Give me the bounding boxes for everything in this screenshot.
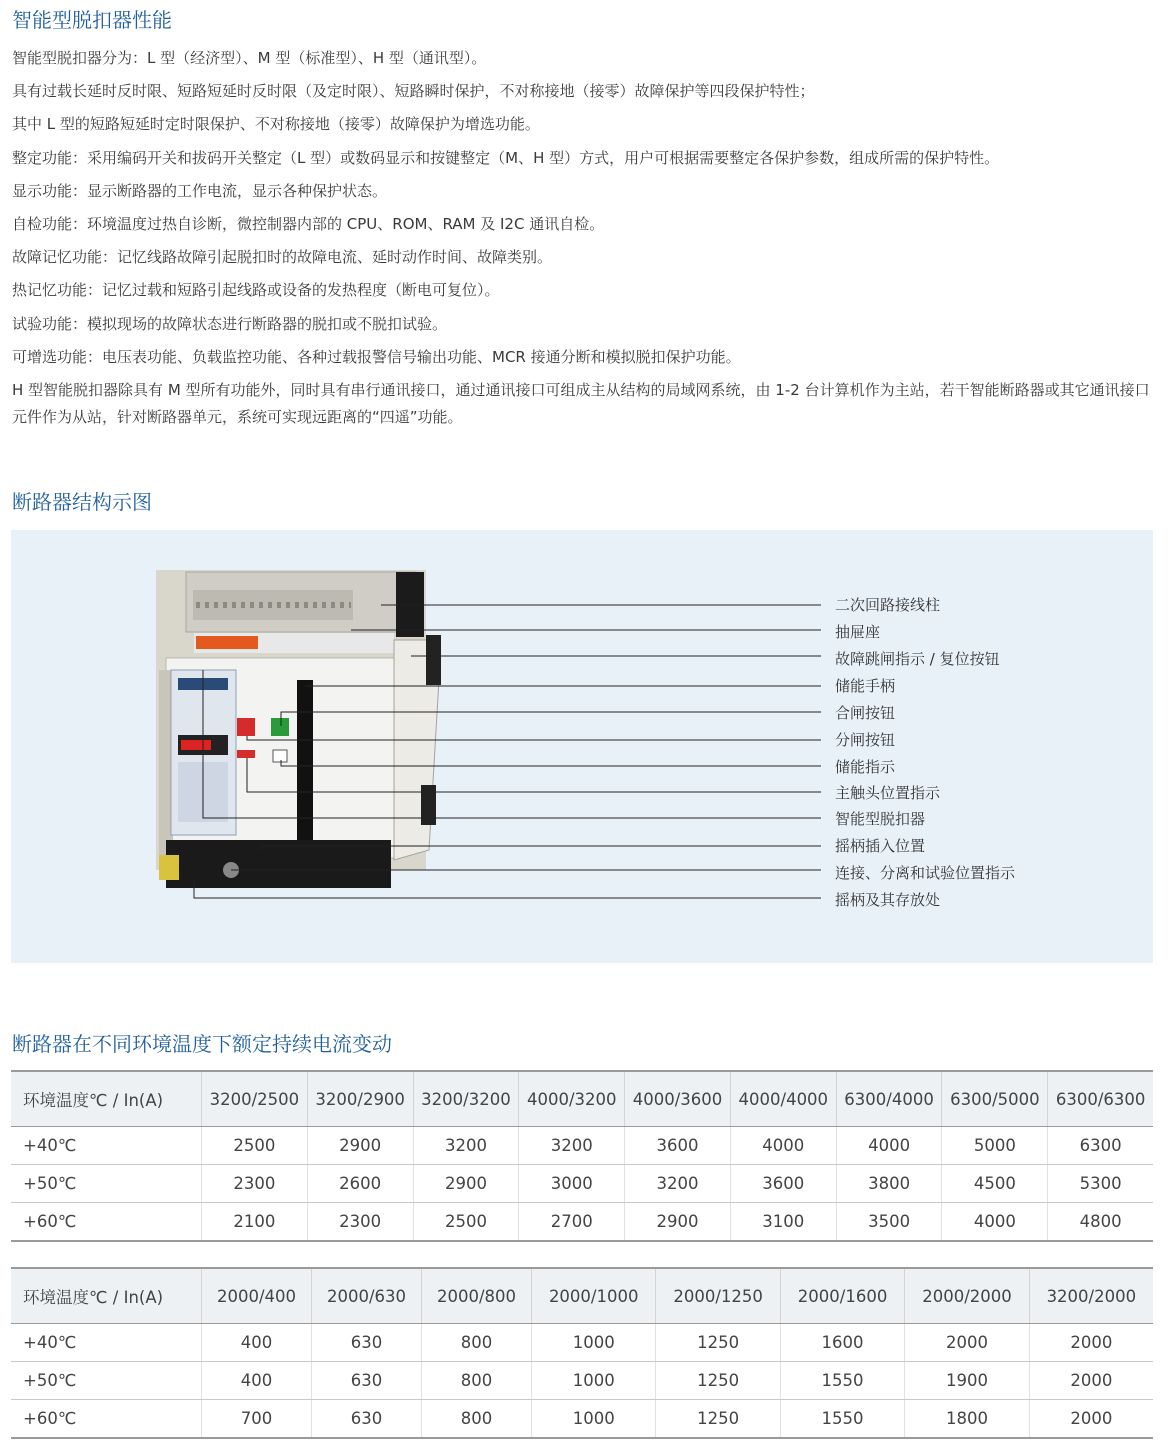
table-row (11, 1127, 1153, 1165)
table-cell: 3000 (519, 1165, 625, 1203)
table-cell: 2000 (1029, 1362, 1153, 1400)
paragraph-line: 整定功能：采用编码开关和拔码开关整定（L 型）或数码显示和按键整定（M、H 型）方式，用户可根据需要整定各保护参数，组成所需的保护特性。 (12, 148, 1000, 167)
table-cell: 2300 (202, 1165, 308, 1203)
table-cell: 1550 (780, 1400, 904, 1439)
table-cell: 2900 (625, 1203, 731, 1242)
table-cell: 1800 (905, 1400, 1029, 1439)
warning-label (196, 636, 258, 649)
table-header-cell: 6300/4000 (836, 1071, 942, 1127)
table-header-cell: 3200/2500 (202, 1071, 308, 1127)
table-header-cell: 2000/2000 (905, 1268, 1029, 1324)
table-cell: 1600 (780, 1324, 904, 1362)
paragraph-line: 显示功能：显示断路器的工作电流，显示各种保护状态。 (12, 181, 388, 200)
paragraph-line: 自检功能：环境温度过热自诊断，微控制器内部的 CPU、ROM、RAM 及 I2C 通讯自检。 (12, 215, 605, 234)
table-header-cell: 6300/6300 (1048, 1071, 1153, 1127)
terminal-screws (193, 590, 353, 620)
paragraph-line: 智能型脱扣器分为：L 型（经济型）、M 型（标准型）、H 型（通讯型）。 (12, 49, 487, 67)
table-cell: 6300 (1048, 1127, 1153, 1165)
table-cell: 630 (312, 1400, 422, 1439)
table-cell: 3100 (730, 1203, 836, 1242)
table-header-cell: 3200/2000 (1029, 1268, 1153, 1324)
table-cell: 400 (202, 1362, 312, 1400)
table-cell: 1250 (656, 1324, 780, 1362)
contact-indicator (237, 750, 255, 758)
side-bracket-bottom (421, 785, 436, 825)
table-header-row (11, 1071, 1153, 1127)
table-cell: 1900 (905, 1362, 1029, 1400)
table-cell: +60℃ (11, 1400, 202, 1439)
table-cell: 1550 (780, 1362, 904, 1400)
table-cell: 4000 (730, 1127, 836, 1165)
section-title-trip-unit: 智能型脱扣器性能 (12, 8, 172, 32)
table-cell: 3200 (625, 1165, 731, 1203)
diagram-label: 主触头位置指示 (835, 784, 941, 802)
table-cell: 2000 (1029, 1324, 1153, 1362)
table-header-cell: 4000/3600 (625, 1071, 731, 1127)
table-header-cell: 3200/3200 (413, 1071, 519, 1127)
paragraph-line: 试验功能：模拟现场的故障状态进行断路器的脱扣或不脱扣试验。 (12, 314, 448, 333)
table-cell: +40℃ (11, 1127, 202, 1165)
table-cell: 3200 (519, 1127, 625, 1165)
table-cell: +50℃ (11, 1165, 202, 1203)
table-cell: 3800 (836, 1165, 942, 1203)
diagram-label: 故障跳闸指示 / 复位按钮 (835, 650, 1000, 668)
derating-table-small (11, 1267, 1153, 1439)
diagram-label: 抽屉座 (835, 623, 881, 641)
table-cell: 2700 (519, 1203, 625, 1242)
table-row (11, 1362, 1153, 1400)
diagram-label: 摇柄及其存放处 (835, 891, 941, 909)
open-button-green (271, 718, 289, 736)
table-row (11, 1203, 1153, 1242)
breaker-base (166, 840, 391, 888)
close-button-red (237, 718, 255, 736)
paragraph-line: 热记忆功能：记忆过载和短路引起线路或设备的发热程度（断电可复位）。 (12, 281, 500, 300)
table-header-cell: 2000/400 (202, 1268, 312, 1324)
table-cell: +60℃ (11, 1203, 202, 1242)
table-cell: 630 (312, 1324, 422, 1362)
table-cell: +50℃ (11, 1362, 202, 1400)
energy-indicator (273, 750, 287, 762)
table-cell: 1000 (532, 1400, 656, 1439)
table-header-row (11, 1268, 1153, 1324)
table-cell: 4000 (942, 1203, 1048, 1242)
table-cell: 800 (422, 1362, 532, 1400)
paragraph-line: 故障记忆功能：记忆线路故障引起脱扣时的故障电流、延时动作时间、故障类别。 (12, 248, 553, 267)
table-row (11, 1165, 1153, 1203)
table-cell: 5300 (1048, 1165, 1153, 1203)
table-header-cell: 2000/1000 (532, 1268, 656, 1324)
table-cell: 2300 (307, 1203, 413, 1242)
table-cell: 4000 (836, 1127, 942, 1165)
diagram-label: 合闸按钮 (835, 704, 896, 722)
table-cell: 2000 (1029, 1400, 1153, 1439)
table-cell: 3200 (413, 1127, 519, 1165)
side-bracket-top (426, 635, 441, 685)
breaker-illustration (11, 530, 1153, 963)
table-header-cell: 环境温度℃ / In(A) (11, 1071, 202, 1127)
display-digits (181, 740, 211, 750)
table-cell: 1250 (656, 1400, 780, 1439)
table-header-cell: 6300/5000 (942, 1071, 1048, 1127)
table-cell: 2100 (202, 1203, 308, 1242)
table-cell: +40℃ (11, 1324, 202, 1362)
handle-slot (297, 680, 313, 840)
table-row (11, 1400, 1153, 1439)
table-header-cell: 2000/1250 (656, 1268, 780, 1324)
table-cell: 2000 (905, 1324, 1029, 1362)
table-header-cell: 2000/800 (422, 1268, 532, 1324)
diagram-label: 储能指示 (835, 758, 896, 776)
table-cell: 3600 (730, 1165, 836, 1203)
table-row (11, 1324, 1153, 1362)
table-header-cell: 环境温度℃ / In(A) (11, 1268, 202, 1324)
table-cell: 2600 (307, 1165, 413, 1203)
table-cell: 700 (202, 1400, 312, 1439)
table-cell: 2500 (413, 1203, 519, 1242)
section-title-structure: 断路器结构示图 (12, 490, 152, 514)
table-cell: 2900 (413, 1165, 519, 1203)
table-cell: 2500 (202, 1127, 308, 1165)
section-title-current-derating: 断路器在不同环境温度下额定持续电流变动 (12, 1032, 392, 1056)
trip-unit-description (12, 42, 1160, 431)
table-cell: 630 (312, 1362, 422, 1400)
table-cell: 1000 (532, 1362, 656, 1400)
paragraph-line: 具有过载长延时反时限、短路短延时反时限（及定时限）、短路瞬时保护，不对称接地（接零）故障保护等四段保护特性； (12, 82, 815, 101)
table-header-cell: 2000/630 (312, 1268, 422, 1324)
table-header-cell: 3200/2900 (307, 1071, 413, 1127)
paragraph-line: H 型智能脱扣器除具有 M 型所有功能外，同时具有串行通讯接口，通过通讯接口可组成主从结构的局域网系统，由 1-2 台计算机作为主站，若干智能断路器或其它通讯接口元件作为从站，针对断路器单元，系统可实现远距离的“四遥”功能。 (12, 381, 1150, 427)
base-tag (159, 855, 179, 880)
diagram-label: 分闸按钮 (835, 731, 896, 749)
derating-table-large (11, 1070, 1153, 1242)
table-cell: 3600 (625, 1127, 731, 1165)
table-header-cell: 4000/3200 (519, 1071, 625, 1127)
diagram-label: 智能型脱扣器 (835, 810, 926, 828)
table-cell: 400 (202, 1324, 312, 1362)
table-header-cell: 4000/4000 (730, 1071, 836, 1127)
table-cell: 1000 (532, 1324, 656, 1362)
diagram-label: 二次回路接线柱 (835, 596, 941, 614)
table-cell: 5000 (942, 1127, 1048, 1165)
table-header-cell: 2000/1600 (780, 1268, 904, 1324)
table-cell: 2900 (307, 1127, 413, 1165)
table-cell: 4500 (942, 1165, 1048, 1203)
diagram-label: 储能手柄 (835, 677, 896, 695)
diagram-label: 摇柄插入位置 (835, 837, 926, 855)
table-cell: 1250 (656, 1362, 780, 1400)
paragraph-line: 可增选功能：电压表功能、负载监控功能、各种过载报警信号输出功能、MCR 接通分断和模拟脱扣保护功能。 (12, 347, 741, 366)
table-cell: 4800 (1048, 1203, 1153, 1242)
paragraph-line: 其中 L 型的短路短延时定时限保护、不对称接地（接零）故障保护为增选功能。 (12, 115, 540, 134)
diagram-label: 连接、分离和试验位置指示 (835, 864, 1016, 882)
table-cell: 800 (422, 1400, 532, 1439)
table-cell: 3500 (836, 1203, 942, 1242)
table-cell: 800 (422, 1324, 532, 1362)
structure-diagram (11, 530, 1153, 963)
